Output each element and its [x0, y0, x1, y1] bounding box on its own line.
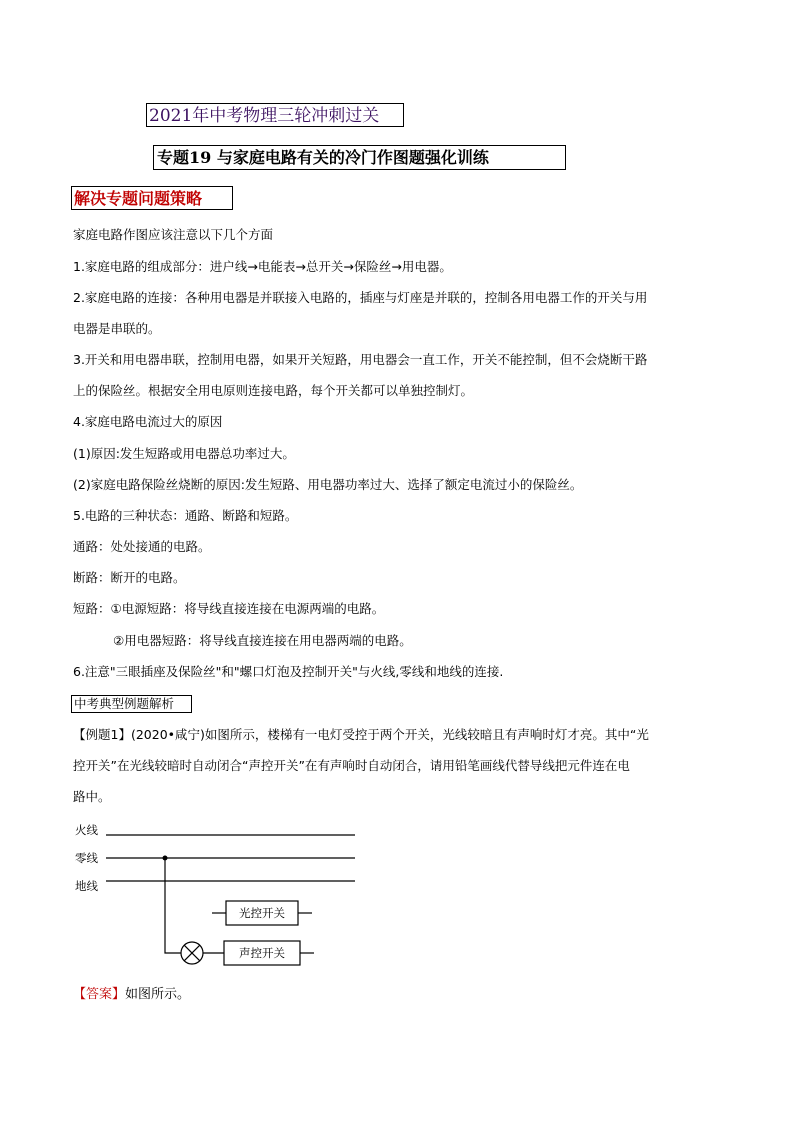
point-5-1: 通路：处处接通的电路。 — [73, 539, 211, 554]
intro-text: 家庭电路作图应该注意以下几个方面 — [73, 227, 274, 242]
point-4-2: (2)家庭电路保险丝烧断的原因:发生短路、用电器功率过大、选择了额定电流过小的保险丝。 — [73, 477, 583, 492]
point-6: 6.注意"三眼插座及保险丝"和"螺口灯泡及控制开关"与火线,零线和地线的连接. — [73, 664, 504, 679]
point-5-3: 短路：①电源短路：将导线直接连接在电源两端的电路。 — [73, 601, 385, 616]
point-4-1: (1)原因:发生短路或用电器总功率过大。 — [73, 446, 295, 461]
point-5: 5.电路的三种状态：通路、断路和短路。 — [73, 508, 298, 523]
example-1-text-1: (2020•咸宁)如图所示，楼梯有一电灯受控于两个开关，光线较暗且有声响时灯才亮。其中“光 — [130, 727, 649, 742]
example-1-line-2: 控开关”在光线较暗时自动闭合“声控开关”在有声响时自动闭合，请用铅笔画线代替导线把元件连在电 — [73, 758, 630, 773]
lamp-icon — [181, 942, 203, 964]
neutral-wire-label: 零线 — [75, 851, 98, 865]
point-2-line-2: 电器是串联的。 — [73, 321, 161, 336]
answer-text: 如图所示。 — [125, 987, 191, 1002]
section-heading: 解决专题问题策略 — [71, 186, 233, 210]
light-switch-label: 光控开关 — [239, 906, 285, 920]
example-1-tag: 【例题1】 — [73, 727, 131, 742]
ground-wire-label: 地线 — [75, 879, 98, 893]
subtitle-box: 专题19 与家庭电路有关的冷门作图题强化训练 — [153, 145, 566, 170]
answer-tag: 【答案】 — [73, 987, 126, 1002]
answer-line — [73, 986, 190, 1004]
branch-wire — [165, 858, 181, 953]
point-1: 1.家庭电路的组成部分：进户线→电能表→总开关→保险丝→用电器。 — [73, 259, 452, 274]
point-5-4: ②用电器短路：将导线直接连接在用电器两端的电路。 — [113, 633, 412, 648]
point-4: 4.家庭电路电流过大的原因 — [73, 414, 223, 429]
live-wire-label: 火线 — [75, 823, 98, 837]
sound-switch-label: 声控开关 — [239, 946, 285, 960]
sound-switch — [224, 941, 300, 965]
point-3-line-1: 3.开关和用电器串联，控制用电器，如果开关短路，用电器会一直工作，开关不能控制，但不会烧断干路 — [73, 352, 648, 367]
title-box: 2021年中考物理三轮冲刺过关 — [146, 103, 404, 127]
example-1-line-3: 路中。 — [73, 789, 111, 804]
point-3-line-2: 上的保险丝。根据安全用电原则连接电路，每个开关都可以单独控制灯。 — [73, 383, 474, 398]
light-switch — [226, 901, 298, 925]
point-2-line-1: 2.家庭电路的连接：各种用电器是并联接入电路的，插座与灯座是并联的，控制各用电器工作的开关与用 — [73, 290, 648, 305]
examples-heading: 中考典型例题解析 — [71, 695, 192, 713]
point-5-2: 断路：断开的电路。 — [73, 570, 186, 585]
